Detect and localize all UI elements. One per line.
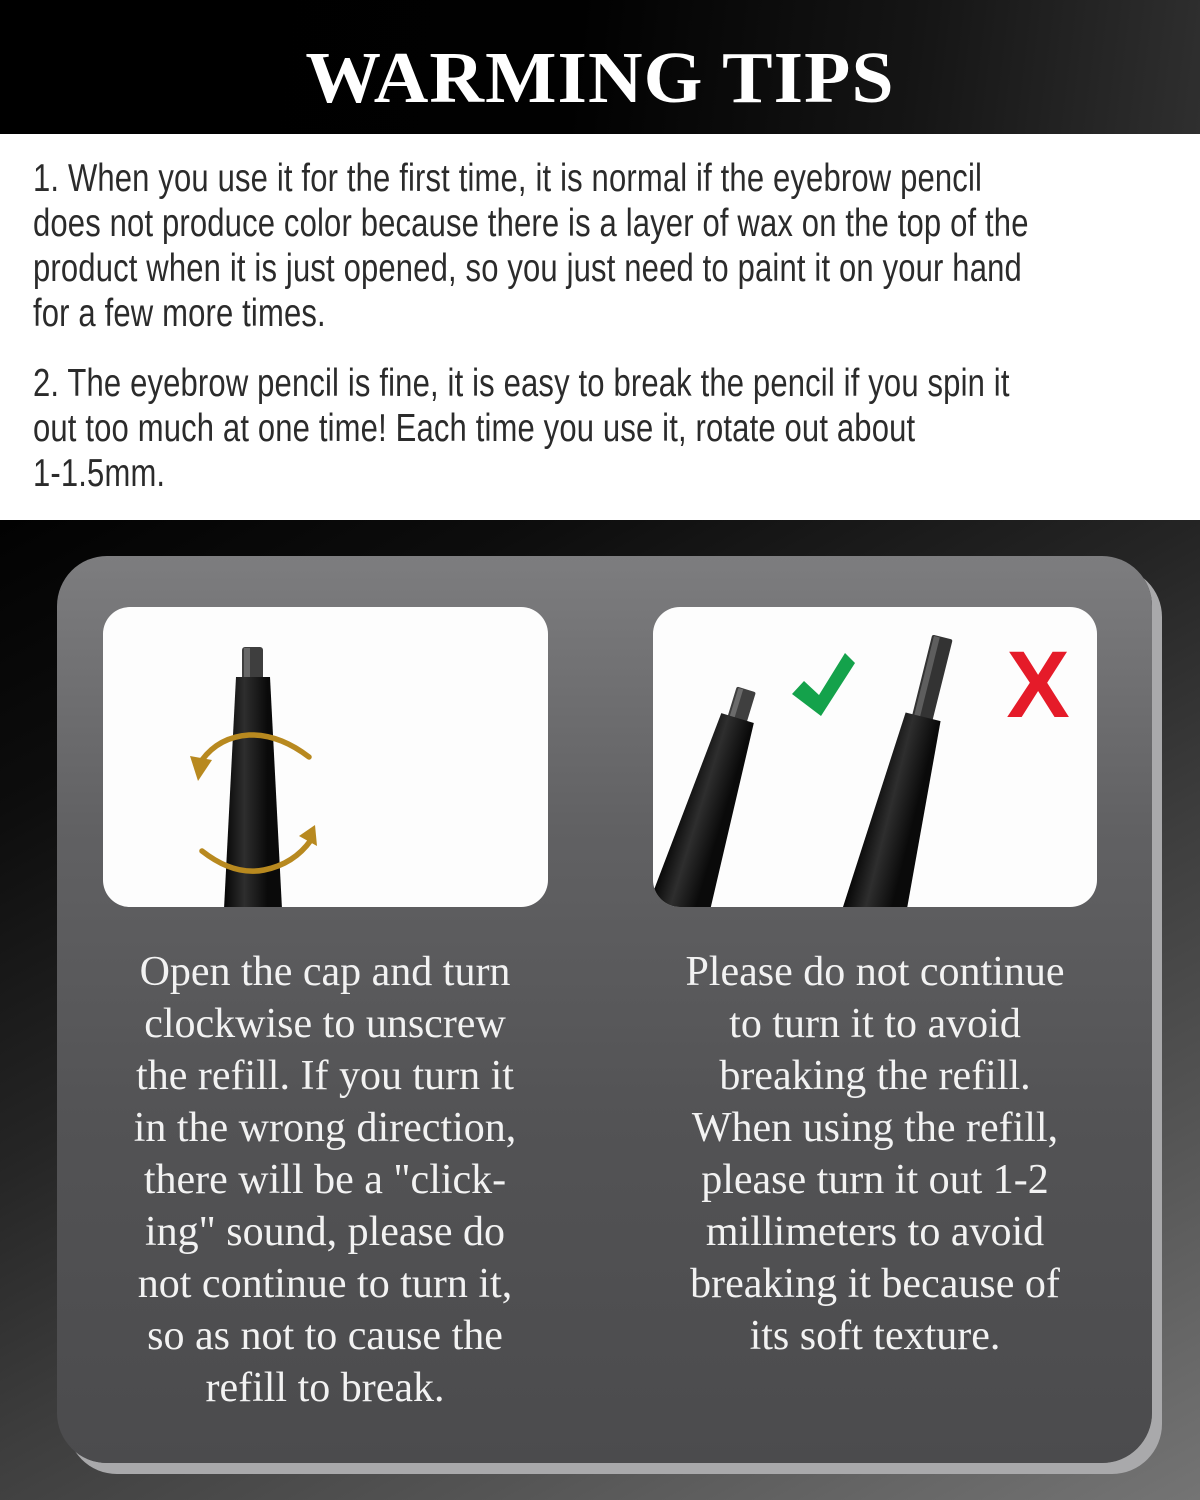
tip-paragraph-1: 1. When you use it for the first time, it is normal if the eyebrow pencil does not produce color because there is a layer of wax on the top of the product when it is just opened, so you just need to paint it on your hand for a few more times.	[33, 157, 1029, 335]
instructions-section	[0, 520, 1200, 1500]
right-caption: Please do not continue to turn it to avoid breaking the refill. When using the refill, please turn it out 1-2 millimeters to avoid breaking it because of its soft texture.	[685, 949, 1065, 1359]
rotate-demo-card	[103, 607, 548, 907]
pencil-rotation-illustration	[103, 607, 548, 907]
pencil-extension-illustration	[653, 607, 1097, 907]
x-icon: X	[1006, 632, 1070, 738]
left-caption: Open the cap and turn clockwise to unscrew the refill. If you turn it in the wrong direction, there will be a "click- ing" sound, please do not continue to turn it, so as not to cause the refill to break.	[133, 949, 517, 1411]
pencil-wrong-illustration	[842, 629, 974, 907]
page-title: WARMING TIPS	[305, 38, 895, 119]
checkmark-icon	[792, 653, 855, 716]
header-banner	[0, 0, 1200, 134]
instruction-panel	[57, 556, 1152, 1463]
pencil-correct-illustration	[653, 680, 776, 907]
correct-wrong-demo-card	[653, 607, 1097, 907]
tip-paragraph-2: 2. The eyebrow pencil is fine, it is easy to break the pencil if you spin it out too much at one time! Each time you use it, rotate out about 1-1.5mm.	[33, 362, 1010, 495]
